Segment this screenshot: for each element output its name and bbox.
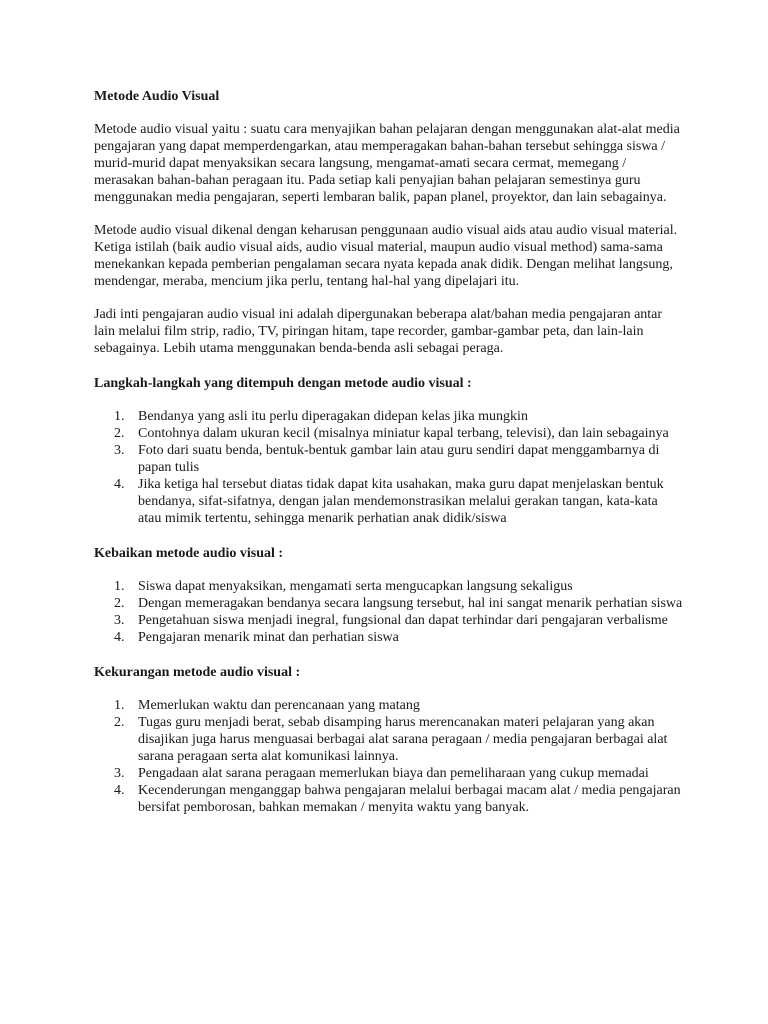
list-item-number: 1. <box>114 698 125 713</box>
list-item-number: 4. <box>114 783 125 798</box>
list-item-number: 1. <box>114 579 125 594</box>
paragraph-definition: Metode audio visual yaitu : suatu cara menyajikan bahan pelajaran dengan menggunakan alat-alat media pengajaran yang dapat memperdengarkan, atau memperagakan bahan-bahan tersebut sehingga siswa / murid-murid dapat menyaksikan secara langsung, mengamat-amati secara cermat, memegang / merasakan bahan-bahan peragaan itu. Pada setiap kali penyajian bahan pelajaran semestinya guru menggunakan media pengajaran, seperti lembaran balik, papan planel, proyektor, dan lain sebagainya. <box>94 122 680 205</box>
list-item-number: 4. <box>114 630 125 645</box>
steps-list <box>94 408 684 527</box>
section-heading-steps: Langkah-langkah yang ditempuh dengan metode audio visual : <box>94 376 472 391</box>
list-item <box>94 442 684 476</box>
list-item <box>94 425 684 442</box>
section-heading-disadvantages: Kekurangan metode audio visual : <box>94 665 301 680</box>
list-item-text: Pengadaan alat sarana peragaan memerlukan biaya dan pemeliharaan yang cukup memadai <box>138 766 649 781</box>
list-item-text: Siswa dapat menyaksikan, mengamati serta mengucapkan langsung sekaligus <box>138 579 573 594</box>
list-item-text: Bendanya yang asli itu perlu diperagakan didepan kelas jika mungkin <box>138 409 528 424</box>
list-item-text: Foto dari suatu benda, bentuk-bentuk gambar lain atau guru sendiri dapat menggambarnya di papan tulis <box>138 443 660 475</box>
list-item-number: 3. <box>114 613 125 628</box>
advantages-list <box>94 578 684 646</box>
list-item <box>94 765 684 782</box>
list-item <box>94 629 684 646</box>
document-page <box>94 88 684 816</box>
list-item-number: 4. <box>114 477 125 492</box>
list-item <box>94 612 684 629</box>
list-item <box>94 697 684 714</box>
list-item-text: Kecenderungan menganggap bahwa pengajaran melalui berbagai macam alat / media pengajaran bersifat pemborosan, bahkan memakan / menyita waktu yang banyak. <box>138 783 681 815</box>
list-item-number: 1. <box>114 409 125 424</box>
list-item <box>94 578 684 595</box>
list-item-text: Tugas guru menjadi berat, sebab disamping harus merencanakan materi pelajaran yang akan disajikan juga harus menguasai berbagai alat sarana peragaan / media pengajaran berbagai alat sarana peragaan serta alat komunikasi lainnya. <box>138 715 668 764</box>
list-item <box>94 476 684 527</box>
paragraph-core-teaching: Jadi inti pengajaran audio visual ini adalah dipergunakan beberapa alat/bahan media pengajaran antar lain melalui film strip, radio, TV, piringan hitam, tape recorder, gambar-gambar peta, dan lain-lain sebagainya. Lebih utama menggunakan benda-benda asli sebagai peraga. <box>94 307 663 356</box>
list-item <box>94 714 684 765</box>
list-item-number: 2. <box>114 426 125 441</box>
list-item <box>94 782 684 816</box>
list-item <box>94 408 684 425</box>
list-item-text: Memerlukan waktu dan perencanaan yang matang <box>138 698 420 713</box>
list-item-number: 2. <box>114 596 125 611</box>
list-item-text: Dengan memeragakan bendanya secara langsung tersebut, hal ini sangat menarik perhatian siswa <box>138 596 683 611</box>
disadvantages-list <box>94 697 684 816</box>
list-item <box>94 595 684 612</box>
list-item-text: Pengetahuan siswa menjadi inegral, fungsional dan dapat terhindar dari pengajaran verbalisme <box>138 613 668 628</box>
list-item-text: Jika ketiga hal tersebut diatas tidak dapat kita usahakan, maka guru dapat menjelaskan bentuk bendanya, sifat-sifatnya, dengan jalan mendemonstrasikan melalui gerakan tangan, kata-kata atau mimik tertentu, sehingga menarik perhatian anak didik/siswa <box>138 477 664 526</box>
paragraph-audio-visual-aids: Metode audio visual dikenal dengan keharusan penggunaan audio visual aids atau audio visual material. Ketiga istilah (baik audio visual aids, audio visual material, maupun audio visual method) sama-sama menekankan kepada pemberian pengalaman secara nyata kepada anak didik. Dengan melihat langsung, mendengar, meraba, mencium jika perlu, tentang hal-hal yang dipelajari itu. <box>94 223 678 289</box>
list-item-text: Pengajaran menarik minat dan perhatian siswa <box>138 630 399 645</box>
document-title: Metode Audio Visual <box>94 89 220 104</box>
list-item-number: 3. <box>114 443 125 458</box>
list-item-number: 2. <box>114 715 125 730</box>
section-heading-advantages: Kebaikan metode audio visual : <box>94 546 284 561</box>
list-item-number: 3. <box>114 766 125 781</box>
list-item-text: Contohnya dalam ukuran kecil (misalnya miniatur kapal terbang, televisi), dan lain sebagainya <box>138 426 669 441</box>
